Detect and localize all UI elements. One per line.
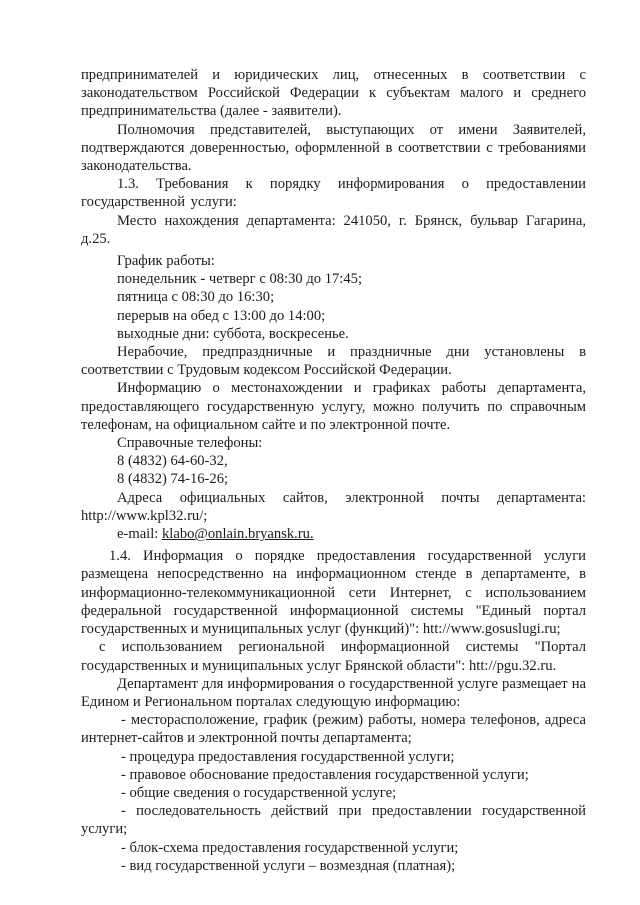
schedule-fri: пятница с 08:30 до 16:30; [117,289,275,306]
paragraph-applicants: предпринимателей и юридических лиц, отнесенных в соответствии с законодательством Российской Федерации к субъектам малого и среднего предпринимательства (далее - заявители). [81,67,586,120]
phone-number-1: 8 (4832) 64-60-32, [117,453,228,470]
email-prefix: e-mail: [117,526,162,543]
email-line [81,525,586,545]
paragraph-holidays: Нерабочие, предпраздничные и праздничные дни установлены в соответствии с Трудовым кодексом Российской Федерации. [81,344,586,379]
list-item: - последовательность действий при предоставлении государственной услуги; [81,803,586,838]
schedule-mon-thu: понедельник - четверг с 08:30 до 17:45; [117,271,363,288]
list-item: - вид государственной услуги – возмездная (платная); [121,857,456,874]
email-link[interactable]: klabo@onlain.bryansk.ru. [161,526,314,543]
list-item: - месторасположение, график (режим) работы, номера телефонов, адреса интернет-сайтов и электронной почты департамента; [81,712,586,747]
document-body [81,66,586,875]
schedule-weekend: выходные дни: суббота, воскресенье. [117,325,349,342]
paragraph-section-1-4: 1.4. Информация о порядке предоставления государственной услуги размещена непосредственно на информационном стенде в департаменте, в информационно-телекоммуникационной сети Интернет, с использованием федеральной государственной информационной системы "Единый портал государственных и муниципальных услуг (функций)": htt://www.gosuslugi.ru; [81,548,586,638]
phones-title: Справочные телефоны: [117,435,263,452]
list-item: - блок-схема предоставления государственной услуги; [121,839,459,856]
phone-number-2: 8 (4832) 74-16-26; [117,471,229,488]
paragraph-location: Место нахождения департамента: 241050, г. Брянск, бульвар Гагарина, д.25. [81,212,586,247]
list-item: - правовое обоснование предоставления государственной услуги; [121,766,529,783]
list-item: - общие сведения о государственной услуге; [121,784,397,801]
paragraph-section-1-3: 1.3. Требования к порядку информирования о предоставлении государственной услуги: [81,176,586,211]
paragraph-info-sources: Информацию о местонахождении и графиках работы департамента, предоставляющего государственную услугу, можно получить по справочным телефонам, на официальном сайте и по электронной почте. [81,380,586,433]
paragraph-regional-portal: с использованием региональной информационной системы "Портал государственных и муниципальных услуг Брянской области": htt://pgu.32.ru. [81,639,586,674]
paragraph-portal-info: Департамент для информирования о государственной услуге размещает на Едином и Региональном порталах следующую информацию: [81,675,586,710]
schedule-lunch: перерыв на обед с 13:00 до 14:00; [117,307,326,324]
schedule-title: График работы: [117,253,215,270]
paragraph-representatives: Полномочия представителей, выступающих от имени Заявителей, подтверждаются доверенностью, оформленной в соответствии с требованиями законодательства. [81,121,586,175]
list-item: - процедура предоставления государственной услуги; [121,748,455,765]
paragraph-addresses: Адреса официальных сайтов, электронной почты департамента: http://www.kpl32.ru/; [81,489,586,524]
